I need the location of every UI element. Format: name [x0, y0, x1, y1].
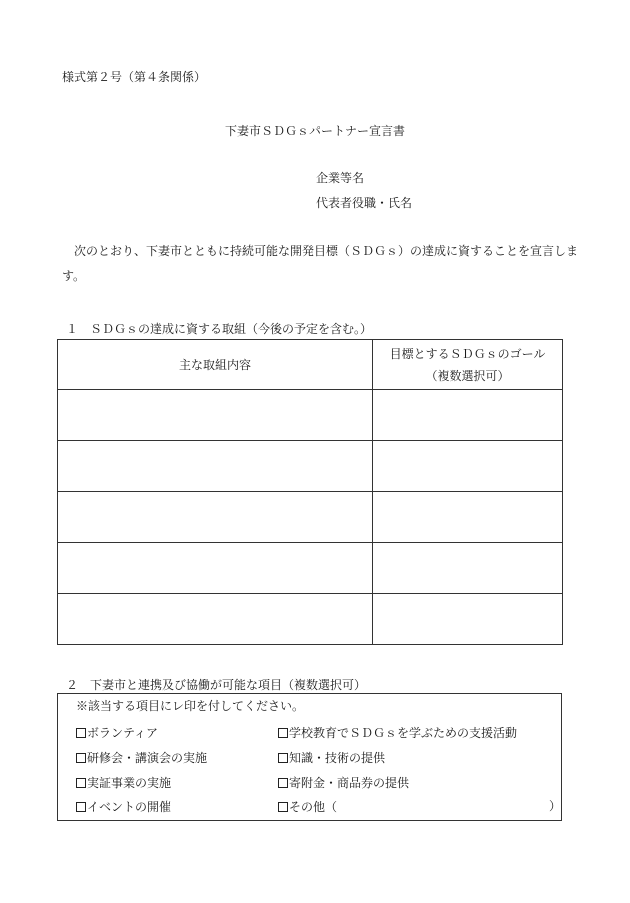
- goals-header-line2: （複数選択可）: [425, 368, 510, 383]
- section2-heading: ２ 下妻市と連携及び協働が可能な項目（複数選択可）: [66, 678, 367, 692]
- col-header-goals: [373, 340, 563, 390]
- option-demonstration[interactable]: [76, 774, 171, 791]
- representative-label: 代表者役職・氏名: [316, 196, 413, 210]
- goals-cell[interactable]: [373, 543, 563, 594]
- option-label: 研修会・講演会の実施: [87, 751, 208, 765]
- checkbox-icon[interactable]: [76, 728, 86, 738]
- document-title: 下妻市ＳＤＧｓパートナー宣言書: [224, 124, 405, 138]
- option-volunteer[interactable]: [76, 724, 158, 741]
- collaboration-note: ※該当する項目にレ印を付してください。: [76, 699, 305, 713]
- checkbox-icon[interactable]: [278, 728, 288, 738]
- option-label: イベントの開催: [87, 800, 172, 814]
- content-cell[interactable]: [58, 594, 373, 645]
- option-other[interactable]: [278, 798, 337, 815]
- option-label: 学校教育でＳＤＧｓを学ぶための支援活動: [289, 726, 518, 740]
- content-cell[interactable]: [58, 492, 373, 543]
- checkbox-icon[interactable]: [278, 802, 288, 812]
- option-donation[interactable]: [278, 774, 409, 791]
- checkbox-icon[interactable]: [76, 778, 86, 788]
- table-row: [58, 594, 563, 645]
- col-header-content: 主な取組内容: [58, 340, 373, 390]
- other-close-paren: ）: [549, 799, 562, 813]
- collaboration-options-box: [57, 693, 562, 821]
- option-seminar[interactable]: [76, 749, 207, 766]
- checkbox-icon[interactable]: [278, 778, 288, 788]
- option-label: 寄附金・商品券の提供: [289, 776, 410, 790]
- company-name-label: 企業等名: [316, 171, 365, 185]
- table-row: [58, 441, 563, 492]
- checkbox-icon[interactable]: [278, 753, 288, 763]
- content-cell[interactable]: [58, 441, 373, 492]
- goals-header-line1: 目標とするＳＤＧｓのゴール: [389, 346, 546, 361]
- option-knowledge[interactable]: [278, 749, 385, 766]
- checkbox-icon[interactable]: [76, 802, 86, 812]
- option-label: 実証事業の実施: [87, 776, 172, 790]
- form-number: 様式第２号（第４条関係）: [62, 70, 207, 84]
- table-row: [58, 492, 563, 543]
- section1-heading: １ ＳＤＧｓの達成に資する取組（今後の予定を含む。）: [66, 322, 373, 336]
- table-row: [58, 543, 563, 594]
- option-school-education[interactable]: [278, 724, 517, 741]
- declaration-text: 次のとおり、下妻市とともに持続可能な開発目標（ＳＤＧｓ）の達成に資することを宣言します。: [62, 244, 579, 283]
- option-label: ボランティア: [87, 726, 159, 740]
- option-label: 知識・技術の提供: [289, 751, 386, 765]
- goals-cell[interactable]: [373, 441, 563, 492]
- table-header-row: [58, 340, 563, 390]
- option-event[interactable]: [76, 798, 171, 815]
- goals-cell[interactable]: [373, 594, 563, 645]
- goals-cell[interactable]: [373, 390, 563, 441]
- option-label: その他（: [289, 800, 338, 814]
- table-row: [58, 390, 563, 441]
- checkbox-icon[interactable]: [76, 753, 86, 763]
- content-cell[interactable]: [58, 543, 373, 594]
- goals-cell[interactable]: [373, 492, 563, 543]
- content-cell[interactable]: [58, 390, 373, 441]
- sdgs-initiatives-table: [57, 339, 563, 645]
